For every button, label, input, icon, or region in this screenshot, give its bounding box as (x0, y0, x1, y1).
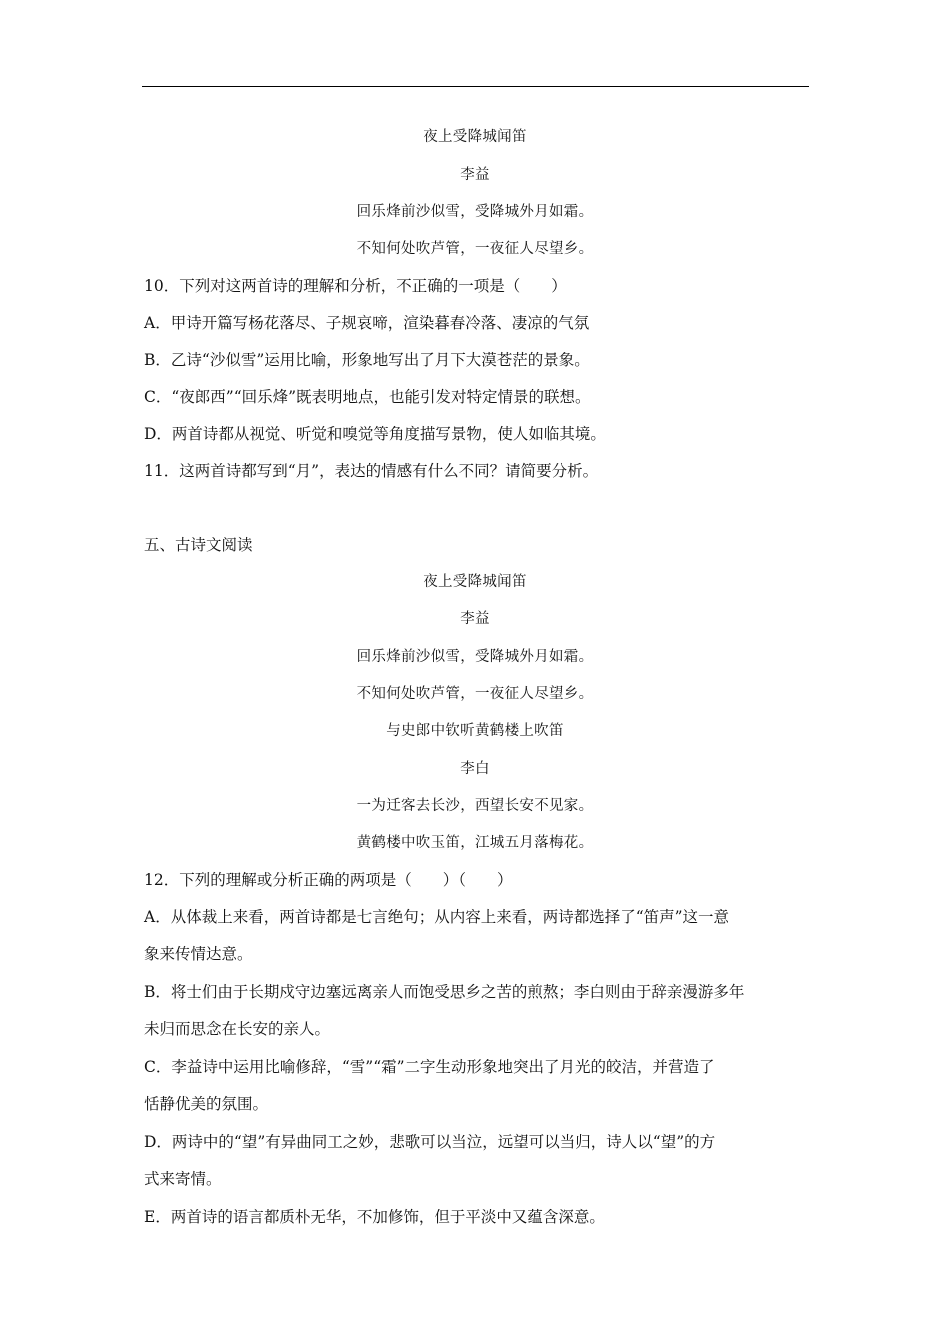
q12-stem: 12．下列的理解或分析正确的两项是（ ）（ ） (144, 871, 513, 889)
section-heading: 五、古诗文阅读 (144, 536, 253, 554)
poem-c-line-2: 黄鹤楼中吹玉笛，江城五月落梅花。 (356, 835, 594, 851)
poem-a-title: 夜上受降城闻笛 (423, 129, 527, 145)
q12-option-b-line-1: B．将士们由于长期戍守边塞远离亲人而饱受思乡之苦的煎熬；李白则由于辞亲漫游多年 (144, 983, 745, 1001)
poem-c-author: 李白 (460, 761, 490, 777)
q12-option-c-line-2: 恬静优美的氛围。 (144, 1095, 269, 1113)
poem-a-author: 李益 (460, 167, 490, 183)
q12-option-c-line-1: C．李益诗中运用比喻修辞，“雪”“霜”二字生动形象地突出了月光的皎洁，并营造了 (144, 1058, 715, 1076)
poem-b-line-2: 不知何处吹芦管，一夜征人尽望乡。 (356, 686, 594, 702)
q10-option-d: D．两首诗都从视觉、听觉和嗅觉等角度描写景物，使人如临其境。 (144, 425, 606, 443)
poem-b-line-1: 回乐烽前沙似雪，受降城外月如霜。 (356, 649, 594, 665)
poem-a-line-1: 回乐烽前沙似雪，受降城外月如霜。 (356, 204, 594, 220)
q12-option-e: E．两首诗的语言都质朴无华，不加修饰，但于平淡中又蕴含深意。 (144, 1208, 605, 1226)
poem-a-line-2: 不知何处吹芦管，一夜征人尽望乡。 (356, 241, 594, 257)
poem-b-title: 夜上受降城闻笛 (423, 574, 527, 590)
poem-b-author: 李益 (460, 611, 490, 627)
q12-option-b-line-2: 未归而思念在长安的亲人。 (144, 1020, 331, 1038)
poem-c-title: 与史郎中钦听黄鹤楼上吹笛 (386, 723, 564, 739)
header-rule (142, 86, 809, 87)
q10-stem: 10．下列对这两首诗的理解和分析，不正确的一项是（ ） (144, 277, 567, 295)
q10-option-a: A．甲诗开篇写杨花落尽、子规哀啼，渲染暮春冷落、凄凉的气氛 (144, 314, 590, 332)
q12-option-a-line-2: 象来传情达意。 (144, 945, 253, 963)
q10-option-c: C．“夜郎西”“回乐烽”既表明地点，也能引发对特定情景的联想。 (144, 388, 591, 406)
q12-option-a-line-1: A．从体裁上来看，两首诗都是七言绝句；从内容上来看，两诗都选择了“笛声”这一意 (144, 908, 730, 926)
q12-option-d-line-1: D．两诗中的“望”有异曲同工之妙，悲歌可以当泣，远望可以当归，诗人以“望”的方 (144, 1133, 716, 1151)
q12-option-d-line-2: 式来寄情。 (144, 1170, 222, 1188)
q11-stem: 11．这两首诗都写到“月”，表达的情感有什么不同？请简要分析。 (144, 462, 599, 480)
poem-c-line-1: 一为迁客去长沙，西望长安不见家。 (356, 798, 594, 814)
q10-option-b: B．乙诗“沙似雪”运用比喻，形象地写出了月下大漠苍茫的景象。 (144, 351, 590, 369)
